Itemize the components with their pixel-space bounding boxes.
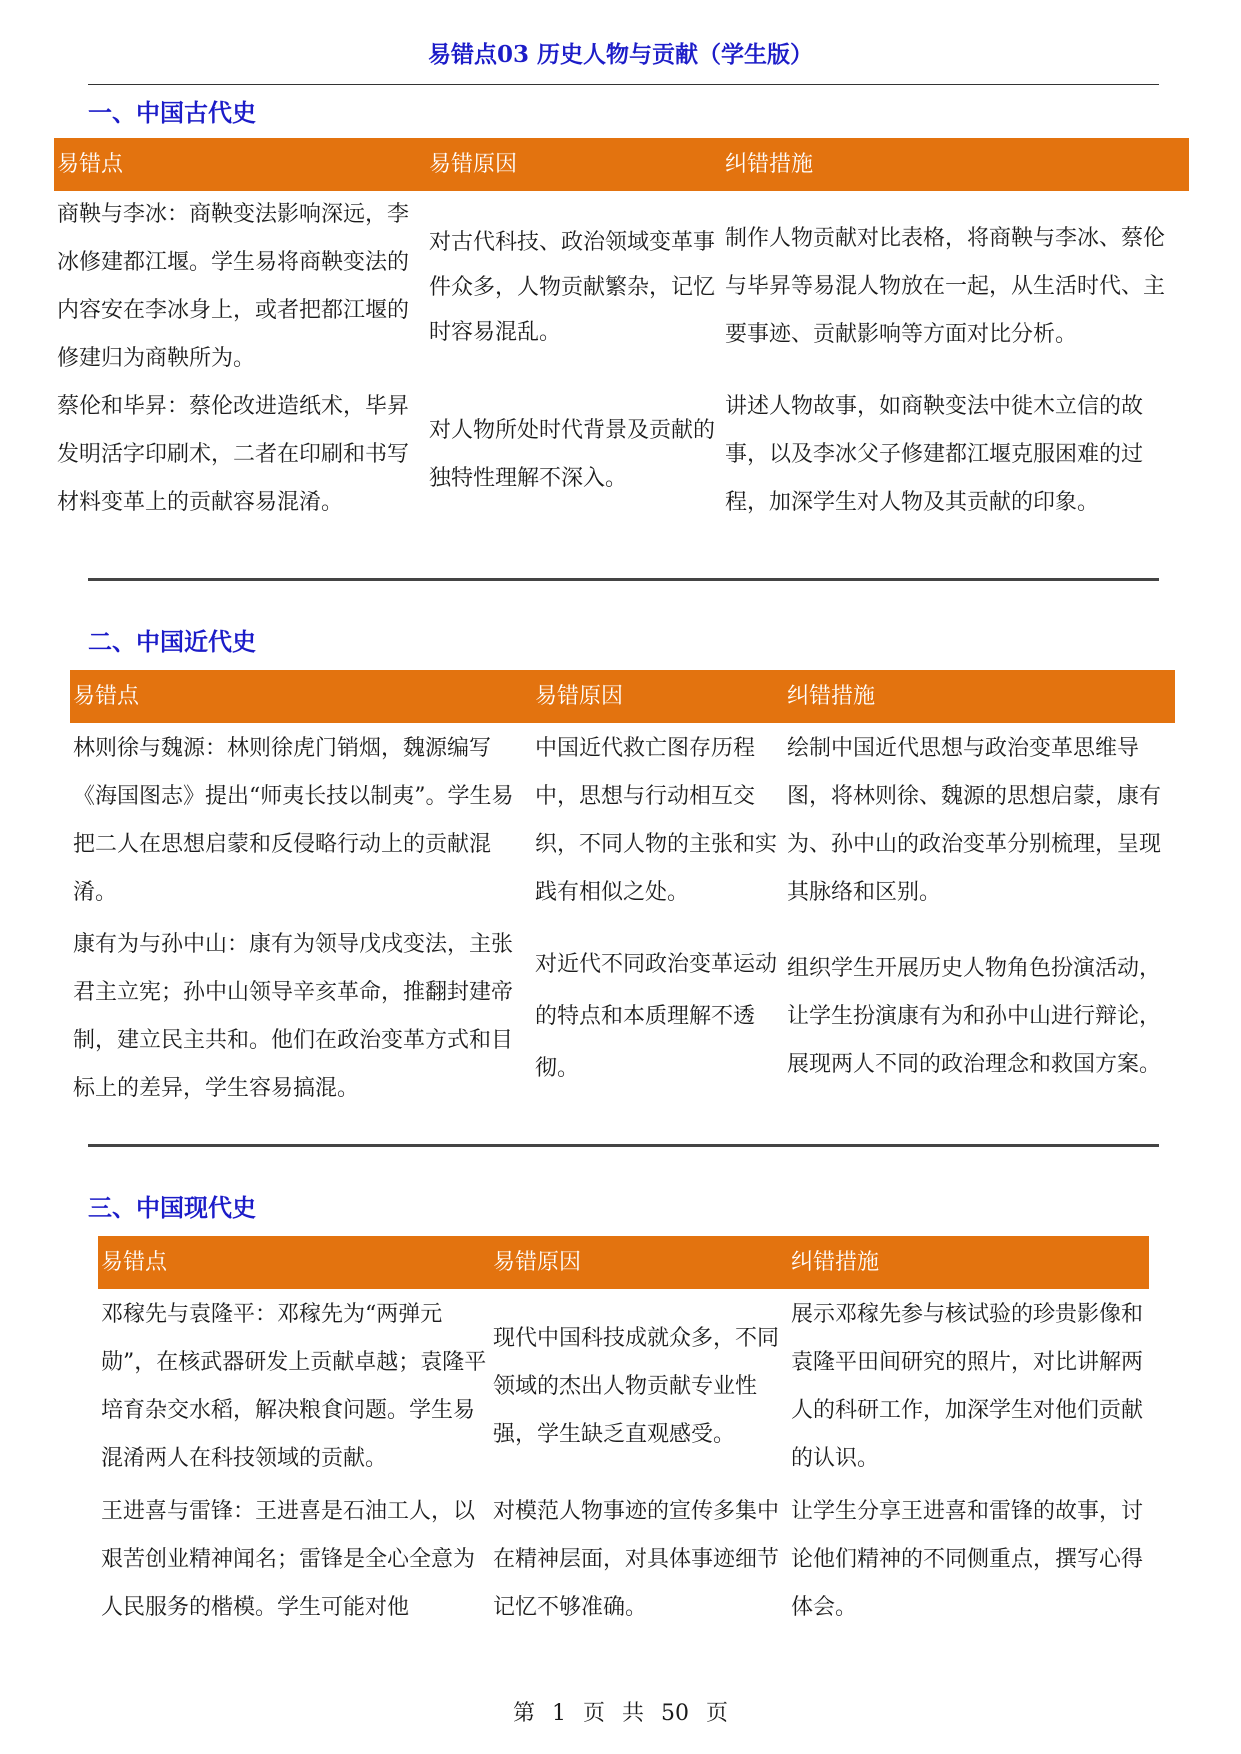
cell-measure: 让学生分享王进喜和雷锋的故事，讨论他们精神的不同侧重点，撰写心得体会。 — [791, 1499, 1144, 1620]
section-heading-modern: 二、中国近代史 — [88, 628, 256, 656]
section-heading-ancient: 一、中国古代史 — [88, 99, 256, 127]
table-ancient — [54, 138, 1189, 527]
cell-measure: 绘制中国近代思想与政治变革思维导图，将林则徐、魏源的思想启蒙，康有为、孙中山的政治变革分别梳理，呈现其脉络和区别。 — [787, 736, 1162, 905]
table-row — [70, 723, 1175, 919]
column-header-point: 易错点 — [54, 138, 426, 191]
column-header-measure: 纠错措施 — [784, 670, 1175, 723]
cell-measure: 展示邓稼先参与核试验的珍贵影像和袁隆平田间研究的照片，对比讲解两人的科研工作，加深学生对他们贡献的认识。 — [791, 1302, 1144, 1471]
cell-point: 邓稼先与袁隆平：邓稼先为“两弹元勋”，在核武器研发上贡献卓越；袁隆平培育杂交水稻，解决粮食问题。学生易混淆两人在科技领域的贡献。 — [101, 1302, 487, 1471]
cell-cause: 现代中国科技成就众多，不同领域的杰出人物贡献专业性强，学生缺乏直观感受。 — [493, 1326, 780, 1447]
cell-point: 蔡伦和毕昇：蔡伦改进造纸术，毕昇发明活字印刷术，二者在印刷和书写材料变革上的贡献容易混淆。 — [57, 394, 410, 515]
table-header-row — [70, 670, 1175, 723]
cell-cause: 对模范人物事迹的宣传多集中在精神层面，对具体事迹细节记忆不够准确。 — [493, 1499, 780, 1620]
column-header-point: 易错点 — [70, 670, 532, 723]
cell-measure: 制作人物贡献对比表格，将商鞅与李冰、蔡伦与毕昇等易混人物放在一起，从生活时代、主要事迹、贡献影响等方面对比分析。 — [725, 226, 1166, 347]
table-row — [54, 191, 1189, 383]
table-header-row — [98, 1236, 1149, 1289]
column-header-cause: 易错原因 — [490, 1236, 788, 1289]
table-row — [54, 383, 1189, 527]
table-contemporary — [98, 1236, 1149, 1635]
cell-point: 商鞅与李冰：商鞅变法影响深远，李冰修建都江堰。学生易将商鞅变法的内容安在李冰身上，或者把都江堰的修建归为商鞅所为。 — [57, 202, 410, 371]
column-header-point: 易错点 — [98, 1236, 490, 1289]
table-modern — [70, 670, 1175, 1115]
cell-cause: 对古代科技、政治领域变革事件众多，人物贡献繁杂，记忆时容易混乱。 — [429, 229, 716, 345]
title-divider — [88, 84, 1159, 85]
page-number: 第 1 页 共 50 页 — [513, 1701, 728, 1726]
cell-cause: 中国近代救亡图存历程中，思想与行动相互交织，不同人物的主张和实践有相似之处。 — [535, 736, 778, 905]
cell-point: 王进喜与雷锋：王进喜是石油工人，以艰苦创业精神闻名；雷锋是全心全意为人民服务的楷模。学生可能对他 — [101, 1499, 476, 1620]
section-heading-contemporary: 三、中国现代史 — [88, 1194, 256, 1222]
cell-measure: 讲述人物故事，如商鞅变法中徙木立信的故事，以及李冰父子修建都江堰克服困难的过程，加深学生对人物及其贡献的印象。 — [725, 394, 1144, 515]
section-divider — [88, 578, 1159, 581]
table-row — [98, 1485, 1149, 1635]
column-header-cause: 易错原因 — [532, 670, 784, 723]
column-header-cause: 易错原因 — [426, 138, 722, 191]
cell-point: 林则徐与魏源：林则徐虎门销烟，魏源编写《海国图志》提出“师夷长技以制夷”。学生易把二人在思想启蒙和反侵略行动上的贡献混淆。 — [73, 736, 514, 905]
cell-cause: 对近代不同政治变革运动的特点和本质理解不透彻。 — [535, 952, 778, 1081]
table-header-row — [54, 138, 1189, 191]
cell-cause: 对人物所处时代背景及贡献的独特性理解不深入。 — [429, 418, 716, 491]
cell-measure: 组织学生开展历史人物角色扮演活动，让学生扮演康有为和孙中山进行辩论，展现两人不同的政治理念和救国方案。 — [787, 956, 1162, 1077]
table-row — [70, 919, 1175, 1115]
section-divider — [88, 1144, 1159, 1147]
cell-point: 康有为与孙中山：康有为领导戊戌变法，主张君主立宪；孙中山领导辛亥革命，推翻封建帝制，建立民主共和。他们在政治变革方式和目标上的差异，学生容易搞混。 — [73, 932, 514, 1101]
column-header-measure: 纠错措施 — [788, 1236, 1149, 1289]
page-title: 易错点03 历史人物与贡献（学生版） — [427, 41, 813, 68]
column-header-measure: 纠错措施 — [722, 138, 1189, 191]
table-row — [98, 1289, 1149, 1485]
